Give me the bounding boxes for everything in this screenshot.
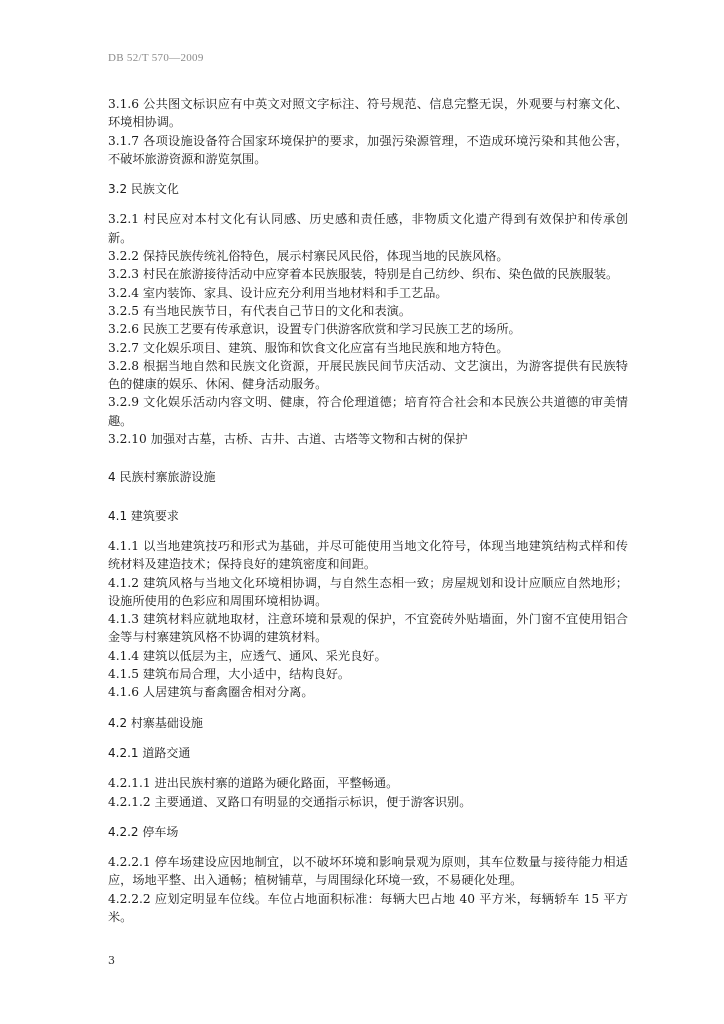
subsection-heading-4-2-2: 4.2.2 停车场	[108, 824, 179, 839]
clause-3-2-1: 3.2.1 村民应对本村文化有认同感、历史感和责任感，非物质文化遗产得到有效保护和传承创新。	[108, 212, 628, 245]
clause-3-1-6: 3.1.6 公共图文标识应有中英文对照文字标注、符号规范、信息完整无误，外观要与村寨文化、环境相协调。	[108, 97, 628, 130]
clause-4-2-2-1: 4.2.2.1 停车场建设应因地制宜，以不破坏环境和影响景观为原则，其车位数量与接待能力相适应，场地平整、出入通畅；植树铺草，与周围绿化环境一致，不易硬化处理。	[108, 855, 628, 888]
clause-4-2-1-1: 4.2.1.1 进出民族村寨的道路为硬化路面，平整畅通。	[108, 776, 399, 791]
clause-4-2-1-2: 4.2.1.2 主要通道、叉路口有明显的交通指示标识，便于游客识别。	[108, 794, 472, 809]
clause-3-2-5: 3.2.5 有当地民族节日，有代表自己节日的文化和表演。	[108, 303, 412, 318]
clause-3-2-4: 3.2.4 室内装饰、家具、设计应充分利用当地材料和手工艺品。	[108, 285, 448, 300]
section-heading-3-2: 3.2 民族文化	[108, 182, 179, 197]
clause-3-2-2: 3.2.2 保持民族传统礼俗特色，展示村寨民风民俗，体现当地的民族风格。	[108, 249, 509, 264]
chapter-heading-4: 4 民族村寨旅游设施	[108, 470, 216, 485]
clause-4-1-3: 4.1.3 建筑材料应就地取材，注意环境和景观的保护，不宜瓷砖外贴墙面，外门窗不宜使用铝合金等与村寨建筑风格不协调的建筑材料。	[108, 612, 628, 645]
clause-4-1-1: 4.1.1 以当地建筑技巧和形式为基础，并尽可能使用当地文化符号，体现当地建筑结构式样和传统材料及建造技术；保持良好的建筑密度和间距。	[108, 538, 628, 572]
document-body	[108, 95, 628, 926]
clause-4-1-2: 4.1.2 建筑风格与当地文化环境相协调，与自然生态相一致；房屋规划和设计应顺应自然地形；设施所使用的色彩应和周围环境相协调。	[108, 575, 628, 608]
subsection-heading-4-2-1: 4.2.1 道路交通	[108, 745, 191, 760]
section-heading-4-1: 4.1 建筑要求	[108, 508, 179, 523]
clause-3-2-8: 3.2.8 根据当地自然和民族文化资源，开展民族民间节庆活动、文艺演出，为游客提供有民族特色的健康的娱乐、休闲、健身活动服务。	[108, 358, 628, 392]
clause-3-1-7: 3.1.7 各项设施设备符合国家环境保护的要求，加强污染源管理，不造成环境污染和其他公害，不破坏旅游资源和游览氛围。	[108, 133, 628, 166]
page-number: 3	[108, 954, 115, 967]
clause-4-1-5: 4.1.5 建筑布局合理，大小适中，结构良好。	[108, 667, 351, 682]
clause-4-2-2-2: 4.2.2.2 应划定明显车位线。车位占地面积标准：每辆大巴占地 40 平方米，每辆轿车 15 平方米。	[108, 891, 628, 924]
clause-3-2-6: 3.2.6 民族工艺要有传承意识，设置专门供游客欣赏和学习民族工艺的场所。	[108, 322, 521, 337]
document-standard-number: DB 52/T 570—2009	[108, 52, 204, 64]
clause-3-2-9: 3.2.9 文化娱乐活动内容文明、健康，符合伦理道德；培育符合社会和本民族公共道德的审美情趣。	[108, 395, 628, 428]
clause-4-1-6: 4.1.6 人居建筑与畜禽圈舍相对分离。	[108, 685, 314, 700]
clause-3-2-7: 3.2.7 文化娱乐项目、建筑、服饰和饮食文化应富有当地民族和地方特色。	[108, 340, 509, 355]
section-heading-4-2: 4.2 村寨基础设施	[108, 715, 203, 730]
clause-3-2-3: 3.2.3 村民在旅游接待活动中应穿着本民族服装，特别是自己纺纱、织布、染色做的民族服装。	[108, 267, 619, 282]
clause-4-1-4: 4.1.4 建筑以低层为主，应透气、通风、采光良好。	[108, 648, 387, 663]
clause-3-2-10: 3.2.10 加强对古墓，古桥、古井、古道、古塔等文物和古树的保护	[108, 432, 468, 447]
